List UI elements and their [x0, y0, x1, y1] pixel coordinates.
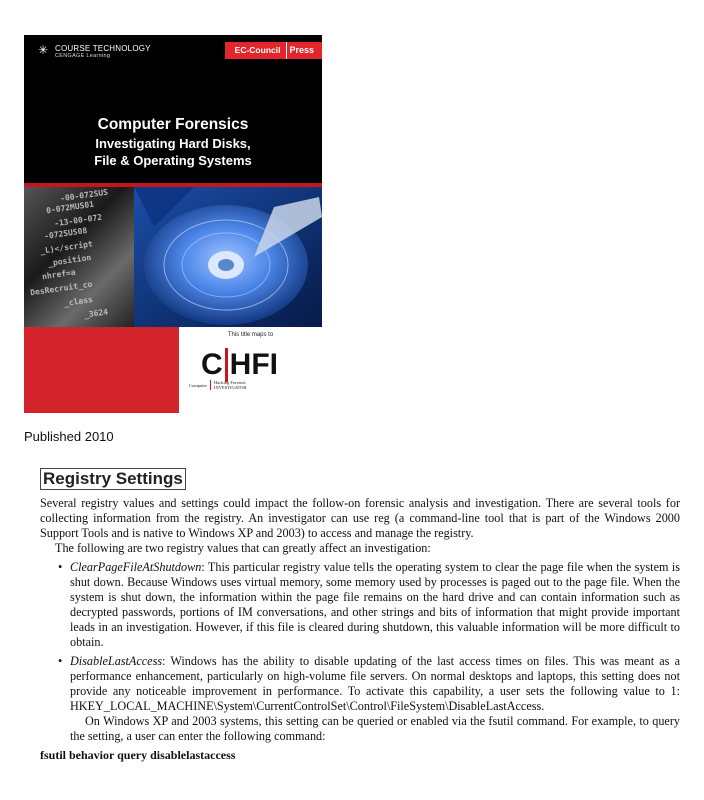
publisher-subname: CENGAGE Learning: [55, 53, 111, 59]
code-line: DesRecruit_co: [29, 279, 93, 298]
publisher-name: COURSE TECHNOLOGY: [55, 44, 151, 53]
fsutil-paragraph: On Windows XP and 2003 systems, this setting can be queried or enabled via the fsutil command. For example, to query the setting, a user can enter the following command:: [70, 714, 680, 743]
lead-in-paragraph: The following are two registry values that can greatly affect an investigation:: [55, 541, 431, 555]
chfi-letters: HFI: [229, 348, 278, 381]
chfi-sub-right: [210, 380, 246, 390]
ec-council-press-logo: [225, 42, 322, 59]
code-line: -00-072SUS: [59, 187, 109, 204]
chfi-subtitle: [189, 380, 246, 390]
section-title: Registry Settings: [40, 468, 186, 490]
document-excerpt: [40, 468, 680, 763]
intro-paragraph: Several registry values and settings could impact the follow-on forensic analysis and investigation. There are several tools for collecting information from the registry. An investigator can use reg (a command-line tool that is part of the Windows 2000 Support Tools and is native to Windows XP and 2003) to access and manage the registry.: [40, 496, 680, 540]
registry-term: ClearPageFileAtShutdown: [70, 560, 202, 574]
imprint-left: EC-Council: [225, 42, 287, 59]
course-technology-logo: [38, 44, 151, 60]
code-line: _position: [47, 253, 92, 268]
cover-top-bar: [24, 35, 322, 69]
chfi-red-bar: [225, 348, 228, 382]
chfi-sub-right-1: Hacking Forensic: [214, 380, 246, 385]
cover-red-panel: [24, 327, 179, 413]
chfi-panel: [179, 327, 322, 413]
code-line: 0-072MUS01: [45, 199, 95, 216]
list-item: [70, 654, 680, 744]
code-collage-image: [24, 187, 134, 327]
hard-disk-illustration: [134, 187, 322, 327]
registry-description: : This particular registry value tells the operating system to clear the page file when the system is shut down. Because Windows uses virtual memory, some memory used by processes is paged out to the page file. When the system is shut down, the information within the page file remains on the hard drive and can contain information such as decrypted passwords, portions of IM conversations, and other strings and bits of information that might provide important leads in an investigation. However, if this file is cleared during shutdown, this valuable information will be more difficult to obtain.: [70, 560, 680, 649]
chfi-sub-left: Computer: [189, 383, 207, 388]
publication-caption: Published 2010: [24, 429, 114, 444]
code-line: -072SUS08: [43, 226, 88, 241]
registry-values-list: [40, 560, 680, 744]
code-line: -13-00-072: [53, 212, 103, 229]
chfi-logo: [201, 347, 278, 383]
hard-disk-image: [134, 187, 322, 327]
registry-term: DisableLastAccess: [70, 654, 163, 668]
asterisk-icon: ✳: [38, 43, 49, 57]
code-line: _class: [63, 295, 94, 308]
book-subtitle-line2: File & Operating Systems: [94, 153, 252, 168]
code-line: nhref=a: [41, 267, 77, 282]
book-subtitle-line1: Investigating Hard Disks,: [95, 136, 251, 151]
code-line: _L)</script: [39, 239, 94, 256]
registry-description: : Windows has the ability to disable updating of the last access times on files. This was meant as a performance enhancement, particularly on high-volume file servers. On normal desktops and laptops, this setting does not provide any noticeable improvement in performance. To activate this capability, a user sets the following value to 1: HKEY_LOCAL_MACHINE\System\CurrentControlSet\Control\FileSystem\DisableLastAccess.: [70, 654, 680, 713]
book-title: Computer Forensics: [97, 116, 249, 133]
cover-title-block: [24, 115, 322, 169]
chfi-letter-c: C: [201, 348, 223, 381]
maps-to-label: This title maps to: [227, 332, 274, 338]
code-line: _3624: [83, 307, 109, 320]
book-cover: [24, 35, 322, 413]
chfi-sub-right-2: INVESTIGATOR: [214, 385, 247, 390]
imprint-right: Press: [286, 42, 322, 59]
list-item: [70, 560, 680, 650]
command-line: fsutil behavior query disablelastaccess: [40, 748, 236, 762]
